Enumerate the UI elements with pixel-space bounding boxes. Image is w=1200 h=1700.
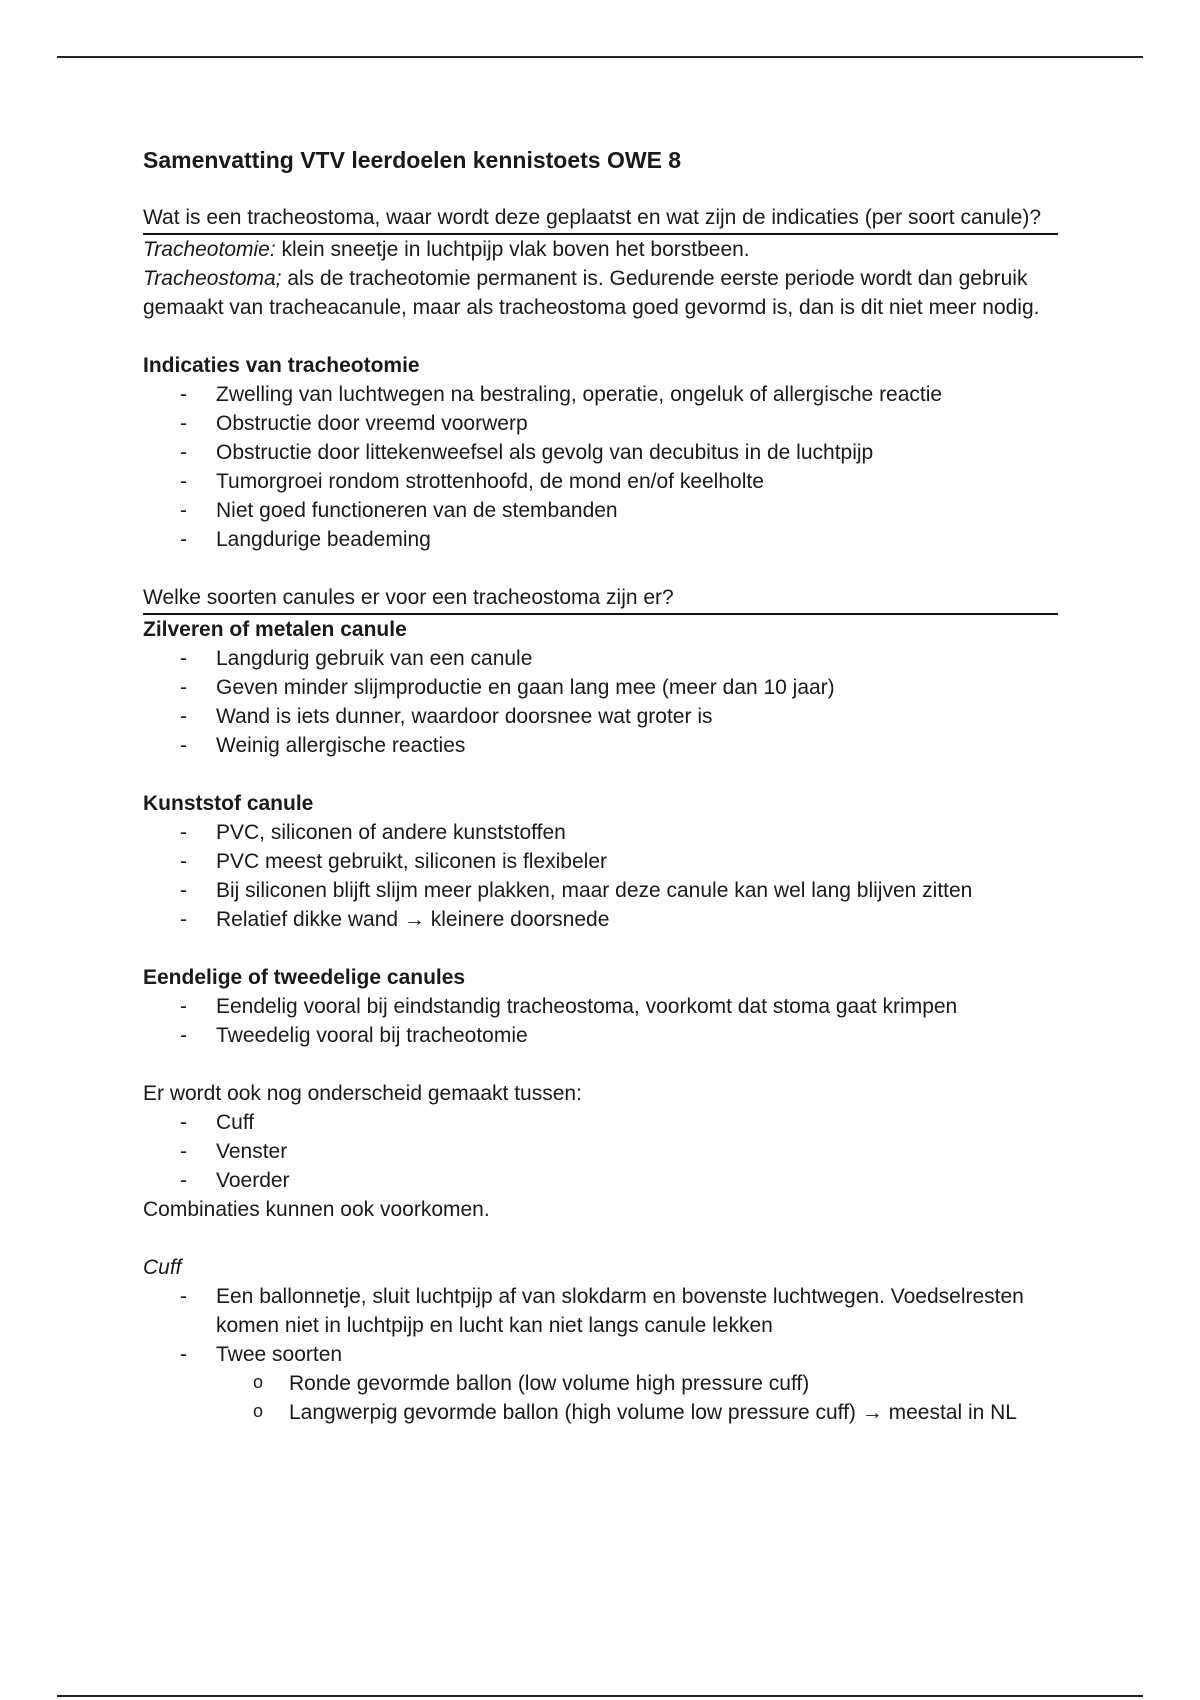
heading-kunststof-canule: Kunststof canule [143, 792, 314, 815]
list-cuff [143, 1282, 1058, 1427]
header-rule [57, 56, 1143, 58]
list-item: - PVC, siliconen of andere kunststoffen [143, 818, 1058, 847]
paragraph-tracheotomie [143, 235, 1058, 264]
list-item [143, 1340, 1058, 1427]
definition-tracheotomie: klein sneetje in luchtpijp vlak boven het borstbeen. [275, 238, 750, 261]
sublist-cuff-soorten [216, 1369, 1058, 1427]
list-item: - Venster [143, 1137, 1058, 1166]
list-item: - Obstructie door littekenweefsel als gevolg van decubitus in de luchtpijp [143, 438, 1058, 467]
heading-cuff [143, 1253, 1058, 1282]
list-item: - Tweedelig vooral bij tracheotomie [143, 1021, 1058, 1050]
list-onderscheid [143, 1108, 1058, 1195]
list-zilveren [143, 644, 1058, 760]
list-item: - Tumorgroei rondom strottenhoofd, de mond en/of keelholte [143, 467, 1058, 496]
list-item: - Bij siliconen blijft slijm meer plakken, maar deze canule kan wel lang blijven zitten [143, 876, 1058, 905]
list-item: - PVC meest gebruikt, siliconen is flexibeler [143, 847, 1058, 876]
list-indicaties [143, 380, 1058, 554]
heading-eendelig: Eendelige of tweedelige canules [143, 966, 466, 989]
list-item: - Weinig allergische reacties [143, 731, 1058, 760]
paragraph-tracheostoma [143, 264, 1058, 322]
sublist-item: o Langwerpig gevormde ballon (high volume low pressure cuff) → meestal in NL [216, 1398, 1058, 1427]
question-tracheostoma: Wat is een tracheostoma, waar wordt deze geplaatst en wat zijn de indicaties (per soort canule)? [143, 203, 1058, 235]
list-item: - Eendelig vooral bij eindstandig tracheostoma, voorkomt dat stoma gaat krimpen [143, 992, 1058, 1021]
list-item: - Geven minder slijmproductie en gaan lang mee (meer dan 10 jaar) [143, 673, 1058, 702]
footer-rule [57, 1695, 1143, 1697]
list-item: - Voerder [143, 1166, 1058, 1195]
list-kunststof [143, 818, 1058, 934]
list-item: - Niet goed functioneren van de stembanden [143, 496, 1058, 525]
document-body [143, 143, 1058, 1427]
list-eendelig [143, 992, 1058, 1050]
list-item: - Zwelling van luchtwegen na bestraling, operatie, ongeluk of allergische reactie [143, 380, 1058, 409]
definition-tracheostoma: als de tracheotomie permanent is. Gedurende eerste periode wordt dan gebruik gemaakt van tracheacanule, maar als tracheostoma goed gevormd is, dan is dit niet meer nodig. [143, 267, 1040, 319]
onderscheid-outro: Combinaties kunnen ook voorkomen. [143, 1198, 490, 1221]
list-item-text: Twee soorten [216, 1343, 343, 1366]
page-title: Samenvatting VTV leerdoelen kennistoets OWE 8 [143, 147, 682, 173]
heading-zilveren-canule: Zilveren of metalen canule [143, 618, 407, 641]
list-item: - Obstructie door vreemd voorwerp [143, 409, 1058, 438]
cuff-label: Cuff [143, 1256, 182, 1279]
list-item: - Cuff [143, 1108, 1058, 1137]
list-item: - Wand is iets dunner, waardoor doorsnee wat groter is [143, 702, 1058, 731]
list-item: - Een ballonnetje, sluit luchtpijp af van slokdarm en bovenste luchtwegen. Voedselresten komen niet in luchtpijp en lucht kan niet langs canule lekken [143, 1282, 1058, 1340]
list-item: - Langdurig gebruik van een canule [143, 644, 1058, 673]
question-soorten-canules: Welke soorten canules er voor een tracheostoma zijn er? [143, 583, 1058, 615]
list-item: - Relatief dikke wand → kleinere doorsnede [143, 905, 1058, 934]
heading-indicaties: Indicaties van tracheotomie [143, 354, 420, 377]
sublist-item: o Ronde gevormde ballon (low volume high pressure cuff) [216, 1369, 1058, 1398]
list-item: - Langdurige beademing [143, 525, 1058, 554]
term-tracheotomie: Tracheotomie: [143, 238, 276, 261]
term-tracheostoma: Tracheostoma; [143, 267, 282, 290]
onderscheid-intro: Er wordt ook nog onderscheid gemaakt tussen: [143, 1082, 582, 1105]
